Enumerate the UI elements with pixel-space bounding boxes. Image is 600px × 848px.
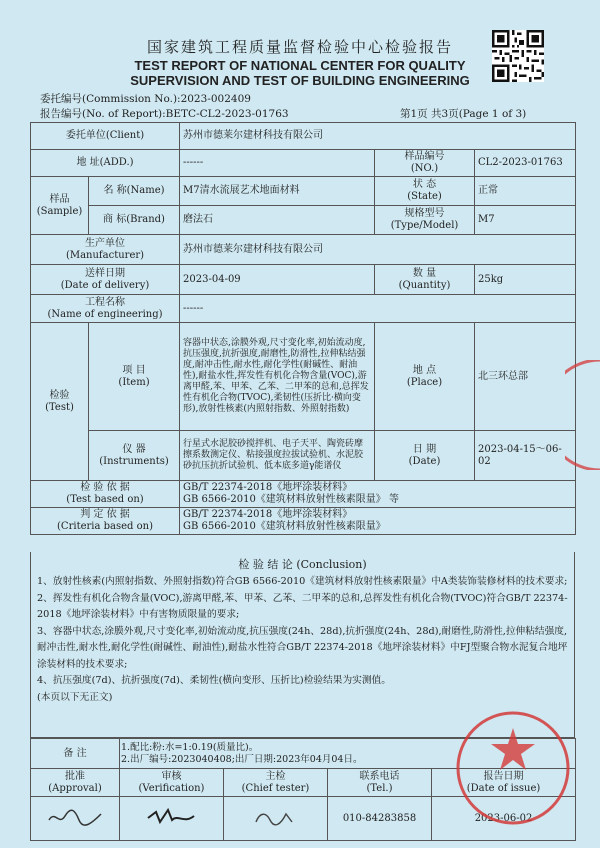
conclusion-heading: 检 验 结 论 (Conclusion): [238, 558, 367, 571]
chief-tester-label: [224, 769, 328, 797]
item-label-cn: 项 目: [122, 364, 146, 376]
commission-number: 委托编号(Commission No.):2023-002409: [40, 93, 251, 105]
tel-label-cn: 联系电话: [359, 770, 400, 782]
report-title-en-line1: TEST REPORT OF NATIONAL CENTER FOR QUALITY: [134, 58, 466, 73]
verification-label-cn: 审核: [161, 770, 182, 782]
item-value: 容器中状态,涂膜外观,尺寸变化率,初始流动度,抗压强度,抗折强度,耐磨性,防滑性,拉伸粘结强度,耐冲击性,耐水性,耐化学性(耐碱性、耐油性),耐盐水性,挥发性有机化合物含量(VOC),游离甲醛,苯、甲苯、乙苯、二甲苯的总和,总挥发性有机化合物(TVOC),柔韧性(压折比·横向变形),放射性核素(内照射指数、外照射指数): [180, 323, 375, 431]
tel-label-en: (Tel.): [366, 782, 393, 794]
manufacturer-value: 苏州市德莱尔建材科技有限公司: [180, 235, 576, 265]
sample-no-label-en: (NO.): [410, 163, 439, 174]
address-label: 地 址(ADD.): [31, 150, 180, 177]
brand-value: 磨法石: [180, 206, 375, 235]
delivery-label-en: (Date of delivery): [60, 279, 150, 291]
test-label-en: (Test): [45, 401, 74, 413]
quantity-label-en: (Quantity): [398, 279, 451, 291]
instruments-label-cn: 仪 器: [122, 443, 146, 455]
test-label-cn: 检验: [49, 389, 70, 401]
client-value: 苏州市德莱尔建材科技有限公司: [180, 123, 576, 150]
test-based-standard-2: GB 6566-2010《建筑材料放射性核素限量》 等: [183, 494, 399, 505]
issue-date-value: 2023-06-02: [432, 797, 576, 841]
name-label: 名 称(Name): [89, 177, 180, 206]
test-based-value: [180, 481, 576, 508]
manufacturer-label: [31, 235, 180, 265]
manufacturer-label-cn: 生产单位: [85, 237, 125, 249]
state-label-cn: 状 态: [412, 179, 437, 190]
report-info-table: [30, 122, 576, 535]
test-based-standard-1: GB/T 22374-2018《地坪涂装材料》: [183, 482, 353, 493]
place-value: 北三环总部: [475, 323, 576, 431]
report-number: 报告编号(No. of Report):BETC-CL2-2023-01763: [40, 108, 289, 120]
brand-label: 商 标(Brand): [89, 206, 180, 235]
type-value: M7: [475, 206, 576, 235]
criteria-label-cn: 判 定 依 据: [80, 509, 130, 520]
quantity-value: 25kg: [475, 265, 576, 295]
item-label: [89, 323, 180, 431]
test-label: [31, 323, 89, 481]
quantity-label: [375, 265, 475, 295]
delivery-label-cn: 送样日期: [85, 267, 125, 279]
quantity-label-cn: 数 量: [412, 267, 437, 279]
conclusion-item-2: 2、挥发性有机化合物含量(VOC),游离甲醛,苯、甲苯、乙苯、二甲苯的总和,总挥发性有机化合物(TVOC)符合GB/T 22374-2018《地坪涂装材料》中有害物质限量的要求;: [37, 592, 568, 620]
client-label: 委托单位(Client): [31, 123, 180, 150]
engineering-label: [31, 295, 180, 323]
sample-no-label: [375, 150, 475, 177]
issue-date-label-cn: 报告日期: [483, 770, 524, 782]
conclusion-item-4: 4、抗压强度(7d)、抗折强度(7d)、柔韧性(横向变形、压折比)检验结果为实测值。: [37, 675, 391, 686]
date-label: [375, 431, 475, 481]
conclusion-end-note: (本页以下无正文): [37, 691, 113, 703]
date-label-en: (Date): [408, 455, 441, 467]
approval-label-en: (Approval): [48, 782, 102, 794]
sample-label-cn: 样品: [49, 193, 70, 205]
issue-date-label-en: (Date of issue): [466, 782, 541, 794]
verification-signature: [120, 797, 224, 841]
state-value: 正常: [475, 177, 576, 206]
chief-tester-label-en: (Chief tester): [241, 782, 310, 794]
criteria-value: [180, 508, 576, 535]
page-number: 第1页 共3页(Page 1 of 3): [400, 108, 527, 120]
address-value: ------: [180, 150, 375, 177]
engineering-label-cn: 工程名称: [85, 296, 125, 308]
engineering-label-en: (Name of engineering): [47, 308, 163, 320]
criteria-standard-2: GB 6566-2010《建筑材料放射性核素限量》: [183, 521, 386, 532]
state-label-en: (State): [407, 191, 442, 202]
criteria-label-en: (Criteria based on): [57, 521, 153, 532]
place-label: [375, 323, 475, 431]
delivery-value: 2023-04-09: [180, 265, 375, 295]
chief-tester-label-cn: 主检: [265, 770, 286, 782]
instruments-label-en: (Instruments): [99, 455, 169, 467]
date-value: 2023-04-15～06-02: [475, 431, 576, 481]
side-seal-stamp-icon: [565, 360, 600, 470]
remarks-line-2: 2.出厂编号:2023040408;出厂日期:2023年04月04日。: [121, 753, 363, 765]
test-based-label: [31, 481, 180, 508]
remarks-label: 备 注: [31, 739, 120, 769]
delivery-label: [31, 265, 180, 295]
red-seal-stamp-icon: [453, 708, 573, 828]
test-based-label-en: (Test based on): [66, 494, 144, 505]
test-based-label-cn: 检 验 依 据: [80, 482, 130, 493]
date-label-cn: 日 期: [412, 443, 437, 455]
sample-no-value: CL2-2023-01763: [475, 150, 576, 177]
qr-code-icon: [492, 30, 544, 82]
item-label-en: (Item): [118, 376, 150, 388]
criteria-label: [31, 508, 180, 535]
report-title-en-line2: SUPERVISION AND TEST OF BUILDING ENGINEERING: [130, 73, 470, 88]
chief-tester-signature: [224, 797, 328, 841]
report-title-cn: 国家建筑工程质量监督检验中心检验报告: [146, 38, 453, 56]
approval-label-cn: 批准: [65, 770, 85, 782]
tel-value: 010-84283858: [328, 797, 432, 841]
state-label: [375, 177, 475, 206]
place-label-cn: 地 点: [412, 364, 437, 376]
tel-label: [328, 769, 432, 797]
remarks-line-1: 1.配比:粉:水=1:0.19(质量比)。: [121, 741, 259, 753]
sample-label: [31, 177, 89, 235]
approval-label: [31, 769, 120, 797]
sample-no-label-cn: 样品编号: [404, 151, 445, 162]
engineering-value: ------: [180, 295, 576, 323]
conclusion-item-1: 1、放射性核素(内照射指数、外照射指数)符合GB 6566-2010《建筑材料放射性核素限量》中A类装饰装修材料的技术要求;: [37, 576, 568, 587]
instruments-value: 行星式水泥胶砂搅拌机、电子天平、陶瓷砖摩擦系数测定仪、粘接强度拉拔试验机、水泥胶砂抗压抗折试验机、低本底多道γ能谱仪: [180, 431, 375, 481]
type-label-en: (Type/Model): [390, 220, 459, 231]
instruments-label: [89, 431, 180, 481]
sample-label-en: (Sample): [36, 205, 83, 217]
place-label-en: (Place): [406, 376, 443, 388]
verification-label-en: (Verification): [138, 782, 205, 794]
verification-label: [120, 769, 224, 797]
type-label: [375, 206, 475, 235]
manufacturer-label-en: (Manufacturer): [65, 249, 145, 261]
criteria-standard-1: GB/T 22374-2018《地坪涂装材料》: [183, 509, 353, 520]
type-label-cn: 规格型号: [404, 208, 445, 219]
name-value: M7清水流展艺术地面材料: [180, 177, 375, 206]
conclusion-item-3: 3、容器中状态,涂膜外观,尺寸变化率,初始流动度,抗压强度(24h、28d),抗折强度(24h、28d),耐磨性,防滑性,拉伸粘结强度,耐冲击性,耐水性,耐化学性(耐碱性、耐油性),耐盐水性符合GB/T 22374-2018《地坪涂装材料》中FJ型聚合物水泥复合地坪涂装材料的技术要求;: [37, 625, 568, 670]
approval-signature: [31, 797, 120, 841]
